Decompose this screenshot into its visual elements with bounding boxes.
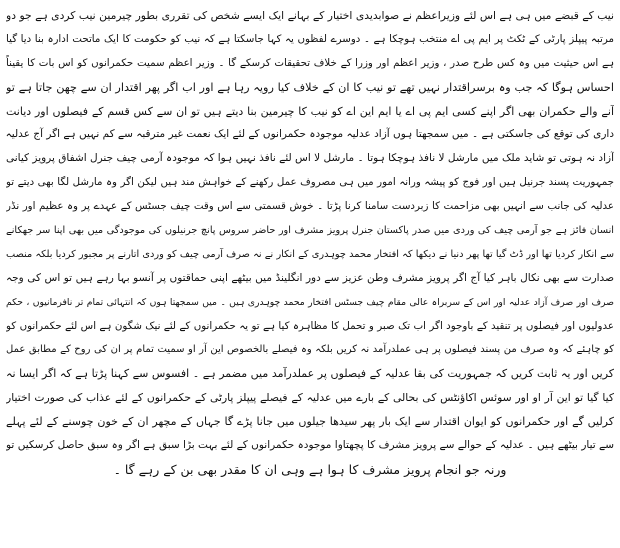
article-line: ہے اس حیثیت میں وہ کس طرح صدر ، وزیر اعظم اور وزرا کے خلاف تحقیقات کرسکے گا ۔ وزیر اعظم سمیت حکمرانوں کو اس بات کا یقیناً (6, 56, 614, 69)
article-line: جمہوریت پسند جرنیل ہیں اور فوج کو پیشہ ورانہ امور میں ہی مصروف عمل رکھنے کے خواہش مند ہیں لیکن اگر وہ مارشل لگا بھی دیتے تو (6, 176, 614, 189)
article-line: کو چاہئے کہ وہ صرف من پسند فیصلوں پر ہی عملدرآمد نہ کریں بلکہ وہ فیصلے بالخصوص این آر او سمیت تمام پر ان کی روح کے مطابق عمل (6, 344, 614, 356)
article-line: آنے والے حکمران بھی اگر اپنے کسی ایم پی اے یا ایم این اے کو نیب کا چیرمین بنا دیتے ہیں تو ان سے کس قسم کے فیصلوں اور دیانت (6, 104, 614, 118)
article-line: کرلیں گے اور حکمرانوں کو ایوان اقتدار سے ایک بار پھر سیدھا جیلوں میں جانا پڑے گا جہاں کے مچھر ان کے خون چوسنے کے لئے پہلے (6, 415, 614, 429)
article-line: مرتبہ پیپلز پارٹی کے ٹکٹ پر ایم پی اے منتخب ہوچکا ہے ۔ دوسرے لفظوں یہ کہا جاسکتا ہے کہ نیب کو حکومت کا ایک ماتحت ادارہ بنا دیا گیا (6, 32, 614, 45)
article-line: انسان فائز ہے جو آرمی چیف کی وردی میں صدر پاکستان جنرل پرویز مشرف اور حاضر سروس پانچ جرنیلوں کی موجودگی میں بھی اپنا سر جھکانے (6, 225, 614, 237)
urdu-article-column (6, 4, 614, 482)
article-line: احساس ہوگا کہ جب وہ برسراقتدار نہیں تھے تو نیب کا ان کے خلاف کیا رویہ رہا ہے اور اب اگر پھر اقتدار ان سے چھن جاتا ہے تو (6, 80, 614, 94)
article-line: سے تیار بیٹھے ہیں ۔ عدلیہ کے حوالے سے پرویز مشرف کا پچھتاوا موجودہ حکمرانوں کے لئے بہت بڑا سبق ہے اگر وہ سبق حاصل کرسکیں تو (6, 439, 614, 452)
article-line: داری کی توقع کی جاسکتی ہے ۔ میں سمجھتا ہوں آزاد عدلیہ موجودہ حکمرانوں کے لئے ایک نعمت غیر مترقبہ سے کم نہیں ہے اگر آج عدلیہ (6, 128, 614, 141)
article-line: عدولیوں اور فیصلوں پر تنقید کے باوجود اگر اب تک صبر و تحمل کا مظاہرہ کیا ہے تو یہ حکمرانوں کے لئے نیک شگون ہے اس لئے حکمرانوں کو (6, 319, 614, 332)
article-line: صرف اور صرف آزاد عدلیہ اور اس کے سربراہ عالی مقام چیف جسٹس افتخار محمد چوہدری ہیں ۔ میں سمجھتا ہوں کہ انتہائی تمام تر نافرمانیوں ، حکم (6, 296, 614, 308)
article-line: نیب کے قبضے میں ہی ہے اس لئے وزیراعظم نے صوابدیدی اختیار کے بہانے ایک ایسے شخص کی تقرری بطور چیرمین نیب کردی ہے جو دو (6, 9, 614, 22)
article-line: سے انکار کردیا تھا اور ڈٹ گیا تھا پھر دنیا نے دیکھا کہ افتخار محمد چوہدری کے انکار نے نہ صرف آرمی چیف کو وردی اتارنے پر مجبور کردیا بلکہ منصب (6, 248, 614, 260)
article-line-last: ورنہ جو انجام پرویز مشرف کا ہوا ہے وہی ان کا مقدر بھی بن کے رہے گا ۔ (113, 461, 507, 477)
article-line: کیا گیا تو این آر او اور سوئس اکاؤنٹس کی بحالی کے بارے میں عدلیہ کے فیصلے پیپلز پارٹی کے حکمرانوں کے لئے عذاب کی صورت اختیار (6, 391, 614, 405)
article-line: آزاد نہ ہوتی تو شاید ملک میں مارشل لا نافذ ہوچکا ہوتا ۔ مارشل لا اس لئے نافذ نہیں ہوا کہ موجودہ آرمی چیف جنرل اشفاق پرویز کیانی (6, 152, 614, 165)
article-line: کریں اور یہ ثابت کریں کہ جمہوریت کی بقا عدلیہ کے فیصلوں پر عملدرآمد میں مضمر ہے ۔ افسوس سے کہنا پڑتا ہے کہ اگر ایسا نہ (6, 367, 614, 381)
article-line: صدارت سے بھی نکال باہر کیا آج اگر پرویز مشرف وطن عزیز سے دور انگلینڈ میں بیٹھے اپنی حماقتوں پر آنسو بہا رہے ہیں تو اس کی وجہ (6, 271, 614, 284)
article-line: عدلیہ کی جانب سے انہیں بھی مزاحمت کا زبردست سامنا کرنا پڑتا ۔ خوش قسمتی سے اس وقت چیف جسٹس کے عہدے پر وہ عظیم اور نڈر (6, 200, 614, 213)
